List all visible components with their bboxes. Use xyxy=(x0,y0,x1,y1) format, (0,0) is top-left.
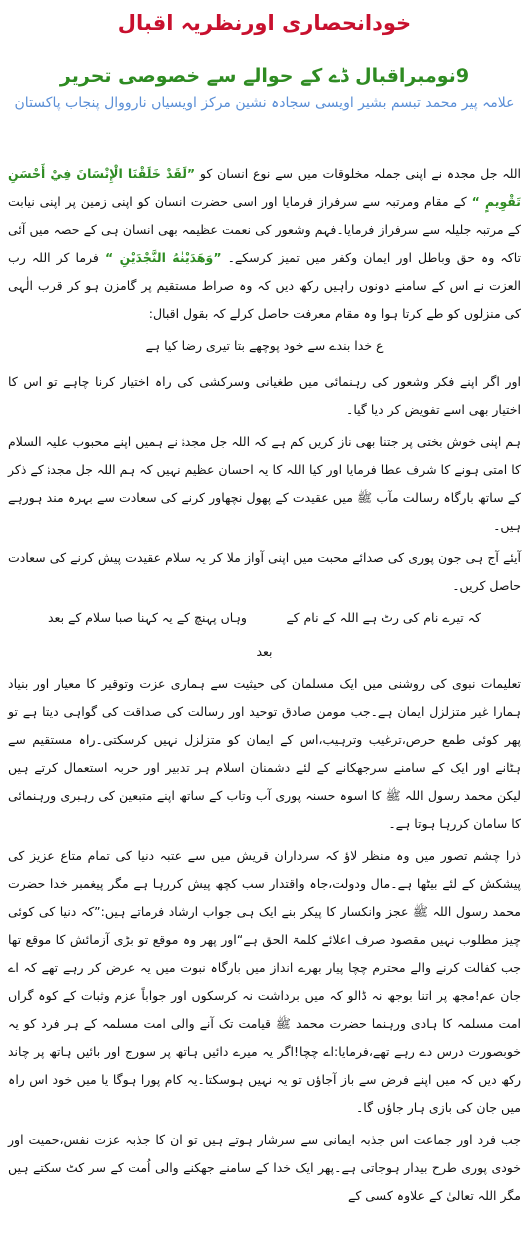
poem-couplet xyxy=(8,604,521,632)
paragraph: تعلیمات نبوی کی روشنی میں ایک مسلمان کی حیثیت سے ہماری عزت وتوقیر کا معیار اور بنیاد ہمارا غیر متزلزل ایمان ہے۔جب مومن صادق توحید اور رسالت کی صداقت کی گواہی دیتا ہے تو پھر کوئی طمع حرص،ترغیب وترہیب،اس کے ایمان کو متزلزل نہیں کرسکتی۔راہ مستقیم سے ہٹانے اور ایک کے سامنے سرجھکانے کے لئے دشمنان اسلام ہر تدبیر اور حربہ استعمال کرتے ہیں لیکن محمد رسول اللہ ﷺ کا اسوہ حسنہ پوری آب وتاب کے ساتھ اپنے متبعین کی رہبری ورہنمائی کا سامان کررہا ہوتا ہے۔ xyxy=(8,676,521,831)
quran-verse-1: ”لَقَدْ خَلَقْنَا الْإِنْسَانَ فِيْ أَحْسَنِ تَقْوِيمٍ “ xyxy=(8,166,522,209)
paragraph: ذرا چشم تصور میں وہ منظر لاؤ کہ سرداران قریش میں سے عتبہ دنیا کی تمام متاع عزیز کی پیشکش کے لئے بیٹھا ہے۔مال ودولت،جاہ واقتدار سب کچھ پیش کررہا ہے مگر پیغمبر خدا حضرت محمد رسول اللہ ﷺ عجز وانکسار کا پیکر بنے ایک ہی جواب ارشاد فرماتے ہیں:”کہ دنیا کی کوئی چیز مطلوب نہیں مقصود صرف اعلائے کلمۃ الحق ہے“اور پھر وہ موقع تو بڑی آزمائش کا موقع تھا جب کفالت کرنے والے محترم چچا پیار بھرے انداز میں بارگاہ نبوت میں یہ عرض کر رہے تھے کہ اے جان عم!مجھ پر اتنا بوجھ نہ ڈالو کہ میں برداشت نہ کرسکوں اور جواباً عزم وثبات کے کوہ گراں امت مسلمہ کا ہادی ورہنما حضرت محمد ﷺ قیامت تک آنے والی امت مسلمہ کے ہر فرد کو یہ خوبصورت درس دے رہے تھے،فرمایا:اے چچا!اگر یہ میرے دائیں ہاتھ پر سورج اور بائیں ہاتھ پر چاند رکھ دیں کہ میں اپنے فرض سے باز آجاؤں تو یہ نہیں ہوسکتا۔یہ کام پورا ہوگا یا میں خود اس راہ میں جان کی بازی ہار جاؤں گا۔ xyxy=(8,848,521,1115)
paragraph: آیئے آج ہی جون پوری کی صدائے محبت میں اپنی آواز ملا کر یہ سلام عقیدت پیش کرنے کی سعادت حاصل کریں۔ xyxy=(8,550,521,593)
paragraph-text: کے مقام ومرتبہ سے سرفراز فرمایا اور اسی حضرت انسان کو اپنی زمین پر اپنی نیابت کے مرتبہ جلیلہ سے سرفراز فرمایا۔فہم وشعور کی نعمت عظیمہ بھی انسان ہی کے حصہ میں آئی تاکہ وہ حق وباطل اور ایمان وکفر میں تمیز کرسکے۔ xyxy=(8,194,521,265)
paragraph-text: فرما کر اللہ رب العزت نے اس کے سامنے دونوں راہیں رکھ دیں کہ وہ صراط مستقیم پر گامزن ہو کر قرب الٰہی کی منزلوں کو طے کرتا ہوا وہ مقام معرفت حاصل کرلے کہ بقول اقبال: xyxy=(8,250,521,321)
poem-ending: بعد xyxy=(256,644,273,659)
poem-line-left: وہاں پہنچ کے یہ کہنا صبا سلام کے بعد xyxy=(48,610,247,625)
paragraph: جب فرد اور جماعت اس جذبہ ایمانی سے سرشار ہوتے ہیں تو ان کا جذبہ عزت نفس،حمیت اور خودی پوری طرح بیدار ہوجاتی ہے۔پھر ایک خدا کے سامنے جھکنے والی اُمت کے سر کٹ سکتے ہیں مگر اللہ تعالیٰ کے علاوہ کسی کے xyxy=(8,1132,521,1203)
article-title: خودانحصاری اورنظریہ اقبال xyxy=(117,11,412,35)
paragraph: ہم اپنی خوش بختی پر جتنا بھی ناز کریں کم ہے کہ اللہ جل مجدہٗ نے ہمیں اپنے محبوب علیہ السلام کا امتی ہونے کا شرف عطا فرمایا اور کیا اللہ کا یہ احسان عظیم نہیں کہ ہم اللہ جل مجدہٗ کے ذکر کے ساتھ بارگاہ رسالت مآب ﷺ میں عقیدت کے پھول نچھاور کرنے کی سعادت سے بہرہ مند ہورہے ہیں۔ xyxy=(8,434,521,533)
paragraph-intro xyxy=(8,160,521,328)
article-body xyxy=(8,160,521,1214)
article-subtitle: 9نومبراقبال ڈے کے حوالے سے خصوصی تحریر xyxy=(59,65,470,87)
iqbal-verse: ع خدا بندے سے خود پوچھے بتا تیری رضا کیا ہے xyxy=(145,338,384,353)
paragraph: اور اگر اپنے فکر وشعور کی رہنمائی میں طغیانی وسرکشی کی راہ اختیار کرنا چاہے تو اس کا اختیار بھی اسے تفویض کر دیا گیا۔ xyxy=(8,374,521,417)
quran-verse-2: ”وَهَدَيْنٰهُ النَّجْدَيْنِ “ xyxy=(104,250,222,265)
intro-text: اللہ جل مجدہ نے اپنی جملہ مخلوقات میں سے نوع انسان کو xyxy=(199,166,521,181)
author-byline: علامہ پیر محمد تبسم بشیر اویسی سجادہ نشین مرکز اویسیاں نارووال پنجاب پاکستان xyxy=(14,95,515,111)
poem-line-right: کہ تیرے نام کی رٹ ہے اللہ کے نام کے xyxy=(286,610,481,625)
